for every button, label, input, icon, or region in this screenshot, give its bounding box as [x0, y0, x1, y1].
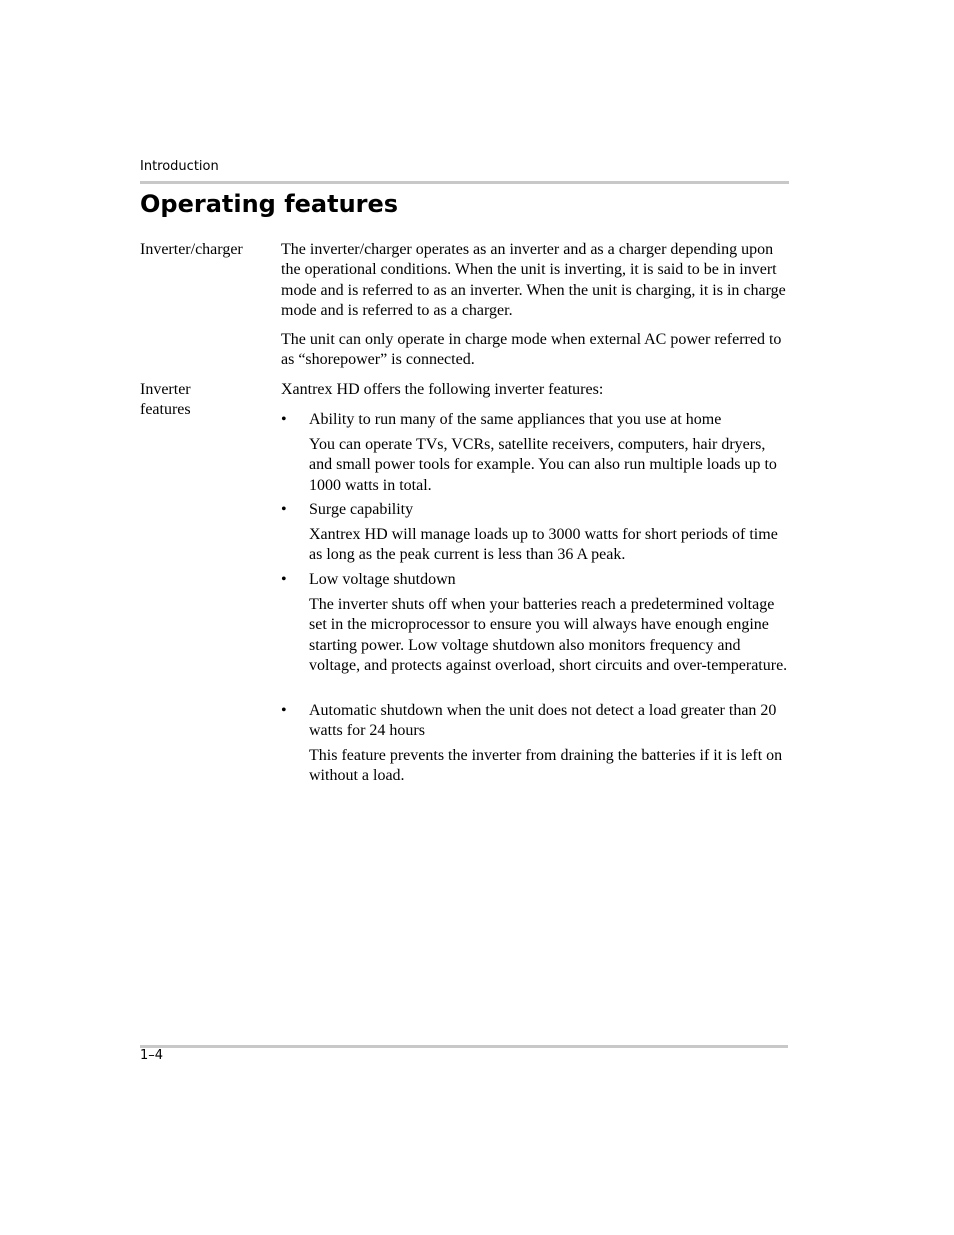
- list-item-title: Surge capability: [309, 501, 414, 518]
- side-label-inverter-charger: Inverter/charger: [140, 241, 243, 258]
- bullet-icon: •: [281, 501, 287, 518]
- bullet-icon: •: [281, 411, 287, 428]
- page-number: 1–4: [140, 1048, 164, 1063]
- list-item-description: Xantrex HD will manage loads up to 3000 watts for short periods of time as long as the peak current is less than 36 A peak.: [309, 526, 778, 564]
- bullet-icon: •: [281, 702, 287, 719]
- header-rule: [140, 181, 789, 184]
- list-item-title: Automatic shutdown when the unit does not detect a load greater than 20 watts for 24 hours: [309, 702, 777, 740]
- list-item-description: The inverter shuts off when your batteries reach a predetermined voltage set in the microprocessor to ensure you will always have enough engine starting power. Low voltage shutdown also monitors frequency and voltage, and protects against overload, short circuits and over-temperature.: [309, 596, 788, 674]
- side-label-line-1: Inverter: [140, 381, 191, 398]
- bullet-icon: •: [281, 571, 287, 588]
- page-title: Operating features: [140, 190, 399, 218]
- inverter-features-intro: Xantrex HD offers the following inverter features:: [281, 381, 604, 398]
- footer-rule: [140, 1045, 788, 1048]
- inverter-charger-body: [281, 240, 791, 321]
- list-item-description: You can operate TVs, VCRs, satellite receivers, computers, hair dryers, and small power tools for example. You can also run multiple loads up to 1000 watts in total.: [309, 436, 777, 494]
- side-label-inverter-features: [140, 380, 270, 421]
- running-header: Introduction: [140, 159, 219, 174]
- list-item-title: Ability to run many of the same appliances that you use at home: [309, 411, 722, 428]
- list-item-title: Low voltage shutdown: [309, 571, 456, 588]
- inverter-charger-paragraph-2: The unit can only operate in charge mode when external AC power referred to as “shorepower” is connected.: [281, 331, 782, 369]
- inverter-charger-body-2: [281, 330, 791, 371]
- side-label-line-2: features: [140, 401, 191, 419]
- list-item-description: This feature prevents the inverter from draining the batteries if it is left on without a load.: [309, 747, 783, 785]
- inverter-charger-paragraph-1: The inverter/charger operates as an inverter and as a charger depending upon the operational conditions. When the unit is inverting, it is said to be in invert mode and is referred to as an inverter. When the unit is charging, it is in charge mode and is referred to as a charger.: [281, 241, 786, 319]
